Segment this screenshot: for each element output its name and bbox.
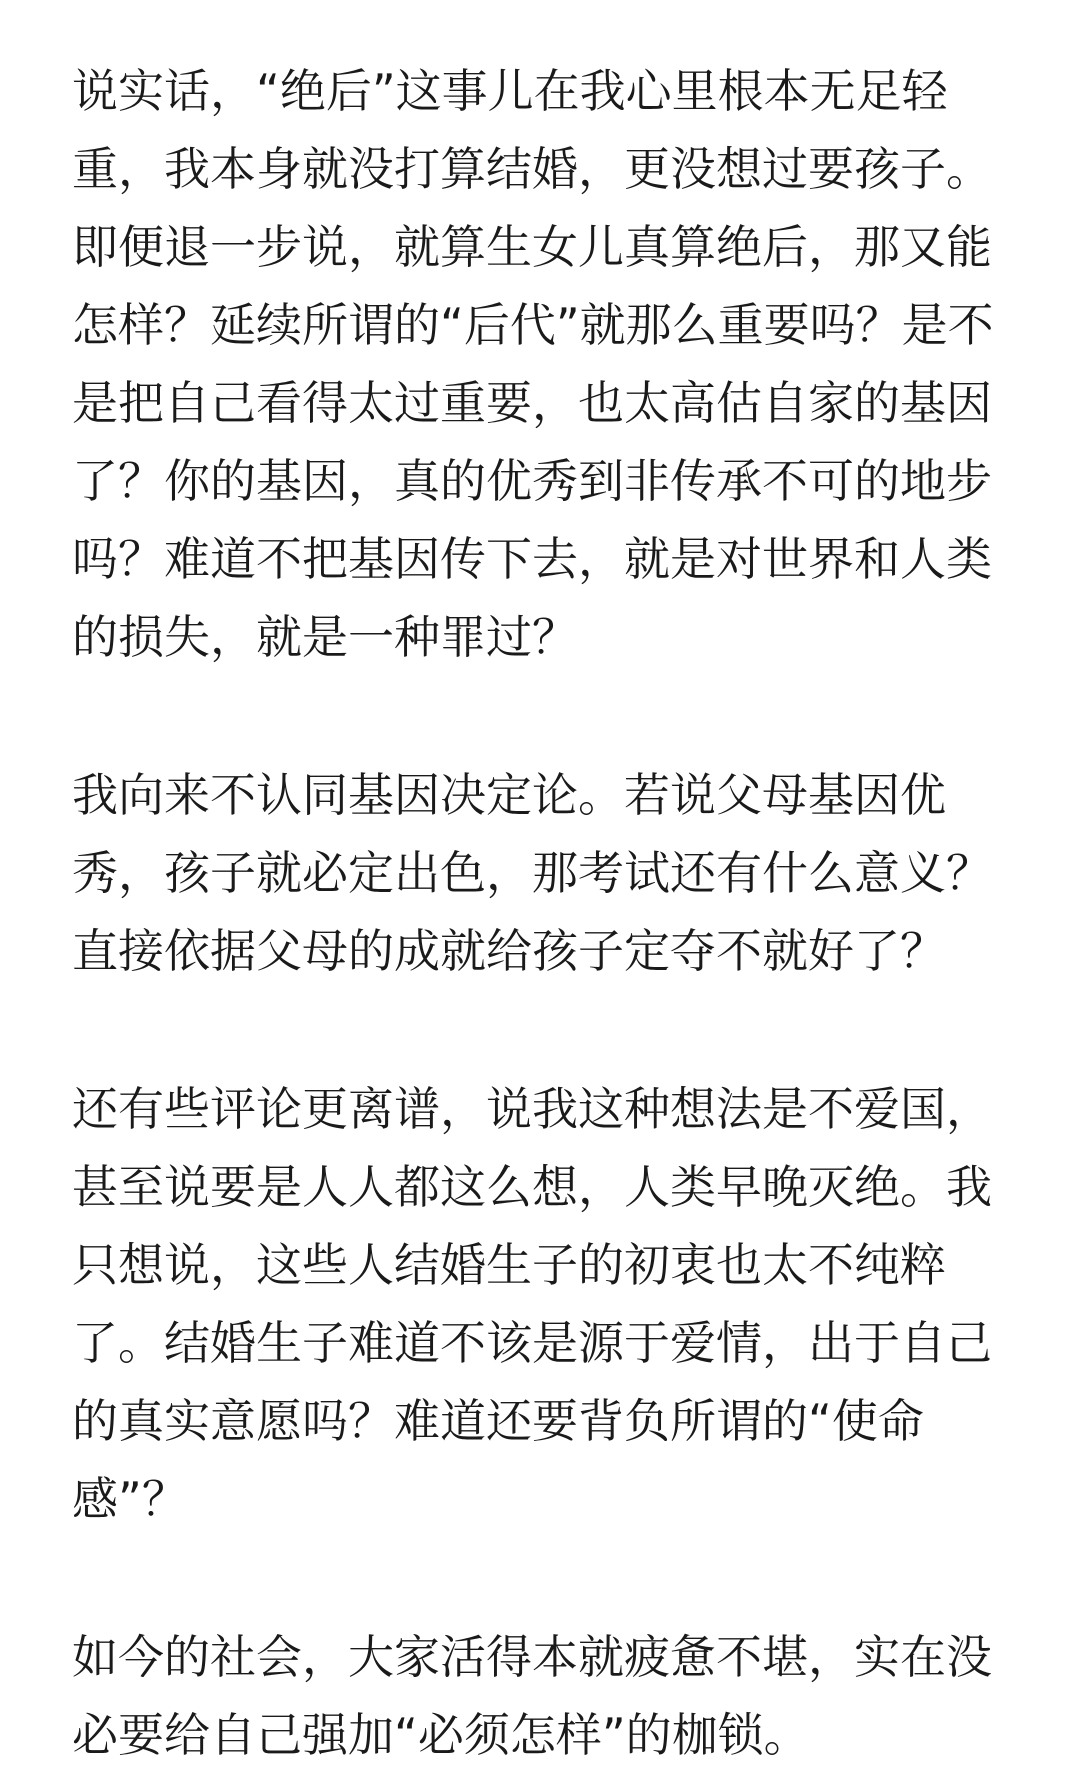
text-line: 吗？难道不把基因传下去，就是对世界和人类 (72, 532, 992, 586)
text-line: 直接依据父母的成就给孩子定夺不就好了？ (72, 924, 946, 978)
paragraph-1 (72, 52, 1012, 676)
text-line: 是把自己看得太过重要，也太高估自家的基因 (72, 376, 992, 430)
text-line: 的损失，就是一种罪过？ (72, 610, 578, 664)
text-line: 了。结婚生子难道不该是源于爱情，出于自己 (72, 1316, 992, 1370)
paragraph-4 (72, 1618, 1012, 1774)
paragraph-3 (72, 1070, 1012, 1538)
text-line: 如今的社会，大家活得本就疲惫不堪，实在没 (72, 1630, 992, 1684)
article-body (72, 52, 1012, 1774)
text-line: 甚至说要是人人都这么想，人类早晚灭绝。我 (72, 1160, 992, 1214)
text-line: 只想说，这些人结婚生子的初衷也太不纯粹 (72, 1238, 946, 1292)
text-line: 的真实意愿吗？难道还要背负所谓的“使命 (72, 1394, 924, 1448)
text-line: 了？你的基因，真的优秀到非传承不可的地步 (72, 454, 992, 508)
text-line: 怎样？延续所谓的“后代”就那么重要吗？是不 (72, 298, 994, 352)
text-line: 还有些评论更离谱，说我这种想法是不爱国， (72, 1082, 992, 1136)
text-line: 感”？ (72, 1472, 188, 1526)
text-line: 必要给自己强加“必须怎样”的枷锁。 (72, 1708, 810, 1762)
text-line: 我向来不认同基因决定论。若说父母基因优 (72, 768, 946, 822)
paragraph-2 (72, 756, 1012, 990)
text-line: 秀，孩子就必定出色，那考试还有什么意义？ (72, 846, 992, 900)
text-line: 说实话，“绝后”这事儿在我心里根本无足轻 (72, 64, 948, 118)
text-line: 即便退一步说，就算生女儿真算绝后，那又能 (72, 220, 992, 274)
text-line: 重，我本身就没打算结婚，更没想过要孩子。 (72, 142, 992, 196)
